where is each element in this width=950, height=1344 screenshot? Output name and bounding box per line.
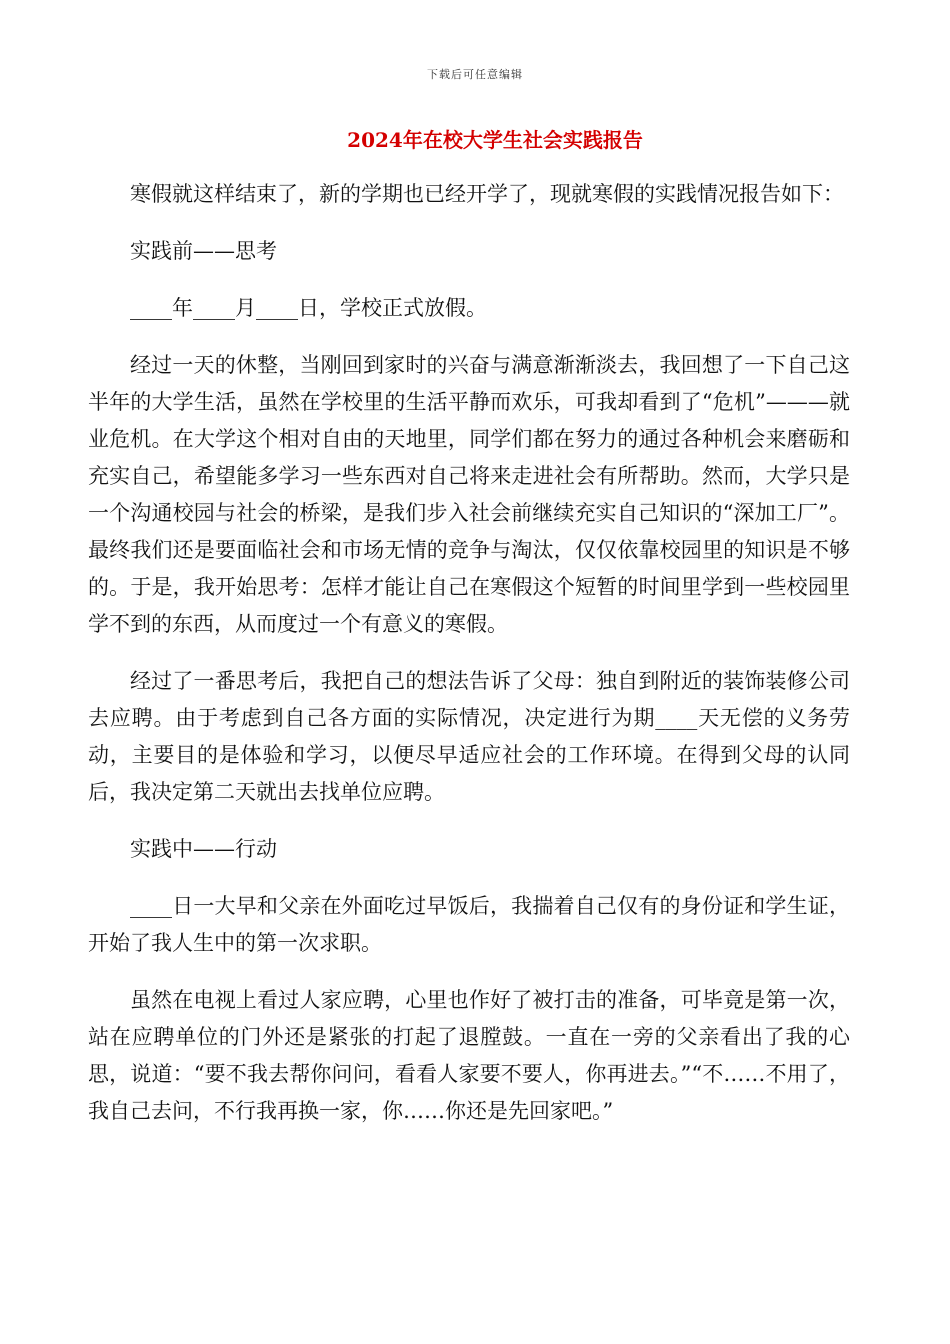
document-title: 2024年在校大学生社会实践报告 xyxy=(347,128,643,152)
paragraph-nervous: 虽然在电视上看过人家应聘，心里也作好了被打击的准备，可毕竟是第一次，站在应聘单位的门外还是紧张的打起了退膛鼓。一直在一旁的父亲看出了我的心思，说道：“要不我去帮你问问，看看人家要不要人，你再进去。”“不……不用了，我自己去问，不行我再换一家，你……你还是先回家吧。” xyxy=(88,988,850,1123)
paragraph-intro: 寒假就这样结束了，新的学期也已经开学了，现就寒假的实践情况报告如下： xyxy=(130,182,844,206)
paragraph-reflection: 经过一天的休整，当刚回到家时的兴奋与满意渐渐淡去，我回想了一下自己这半年的大学生活，虽然在学校里的生活平静而欢乐，可我却看到了“危机”———就业危机。在大学这个相对自由的天地里，同学们都在努力的通过各种机会来磨砺和充实自己，希望能多学习一些东西对自己将来走进社会有所帮助。然而，大学只是一个沟通校园与社会的桥梁，是我们步入社会前继续充实自己知识的“深加工厂”。最终我们还是要面临社会和市场无情的竞争与淘汰，仅仅依靠校园里的知识是不够的。于是，我开始思考：怎样才能让自己在寒假这个短暂的时间里学到一些校园里学不到的东西，从而度过一个有意义的寒假。 xyxy=(88,353,850,636)
paragraph-date: ____年____月____日，学校正式放假。 xyxy=(130,296,487,320)
section-heading-during: 实践中——行动 xyxy=(130,837,277,861)
document-body xyxy=(88,176,850,1150)
header-note: 下载后可任意编辑 xyxy=(427,68,523,81)
section-heading-before: 实践前——思考 xyxy=(130,239,277,263)
paragraph-decision: 经过了一番思考后，我把自己的想法告诉了父母：独自到附近的装饰装修公司去应聘。由于考虑到自己各方面的实际情况，决定进行为期____天无偿的义务劳动，主要目的是体验和学习，以便尽早适应社会的工作环境。在得到父母的认同后，我决定第二天就出去找单位应聘。 xyxy=(88,669,850,804)
paragraph-job-start: ____日一大早和父亲在外面吃过早饭后，我揣着自己仅有的身份证和学生证，开始了我人生中的第一次求职。 xyxy=(88,894,850,955)
